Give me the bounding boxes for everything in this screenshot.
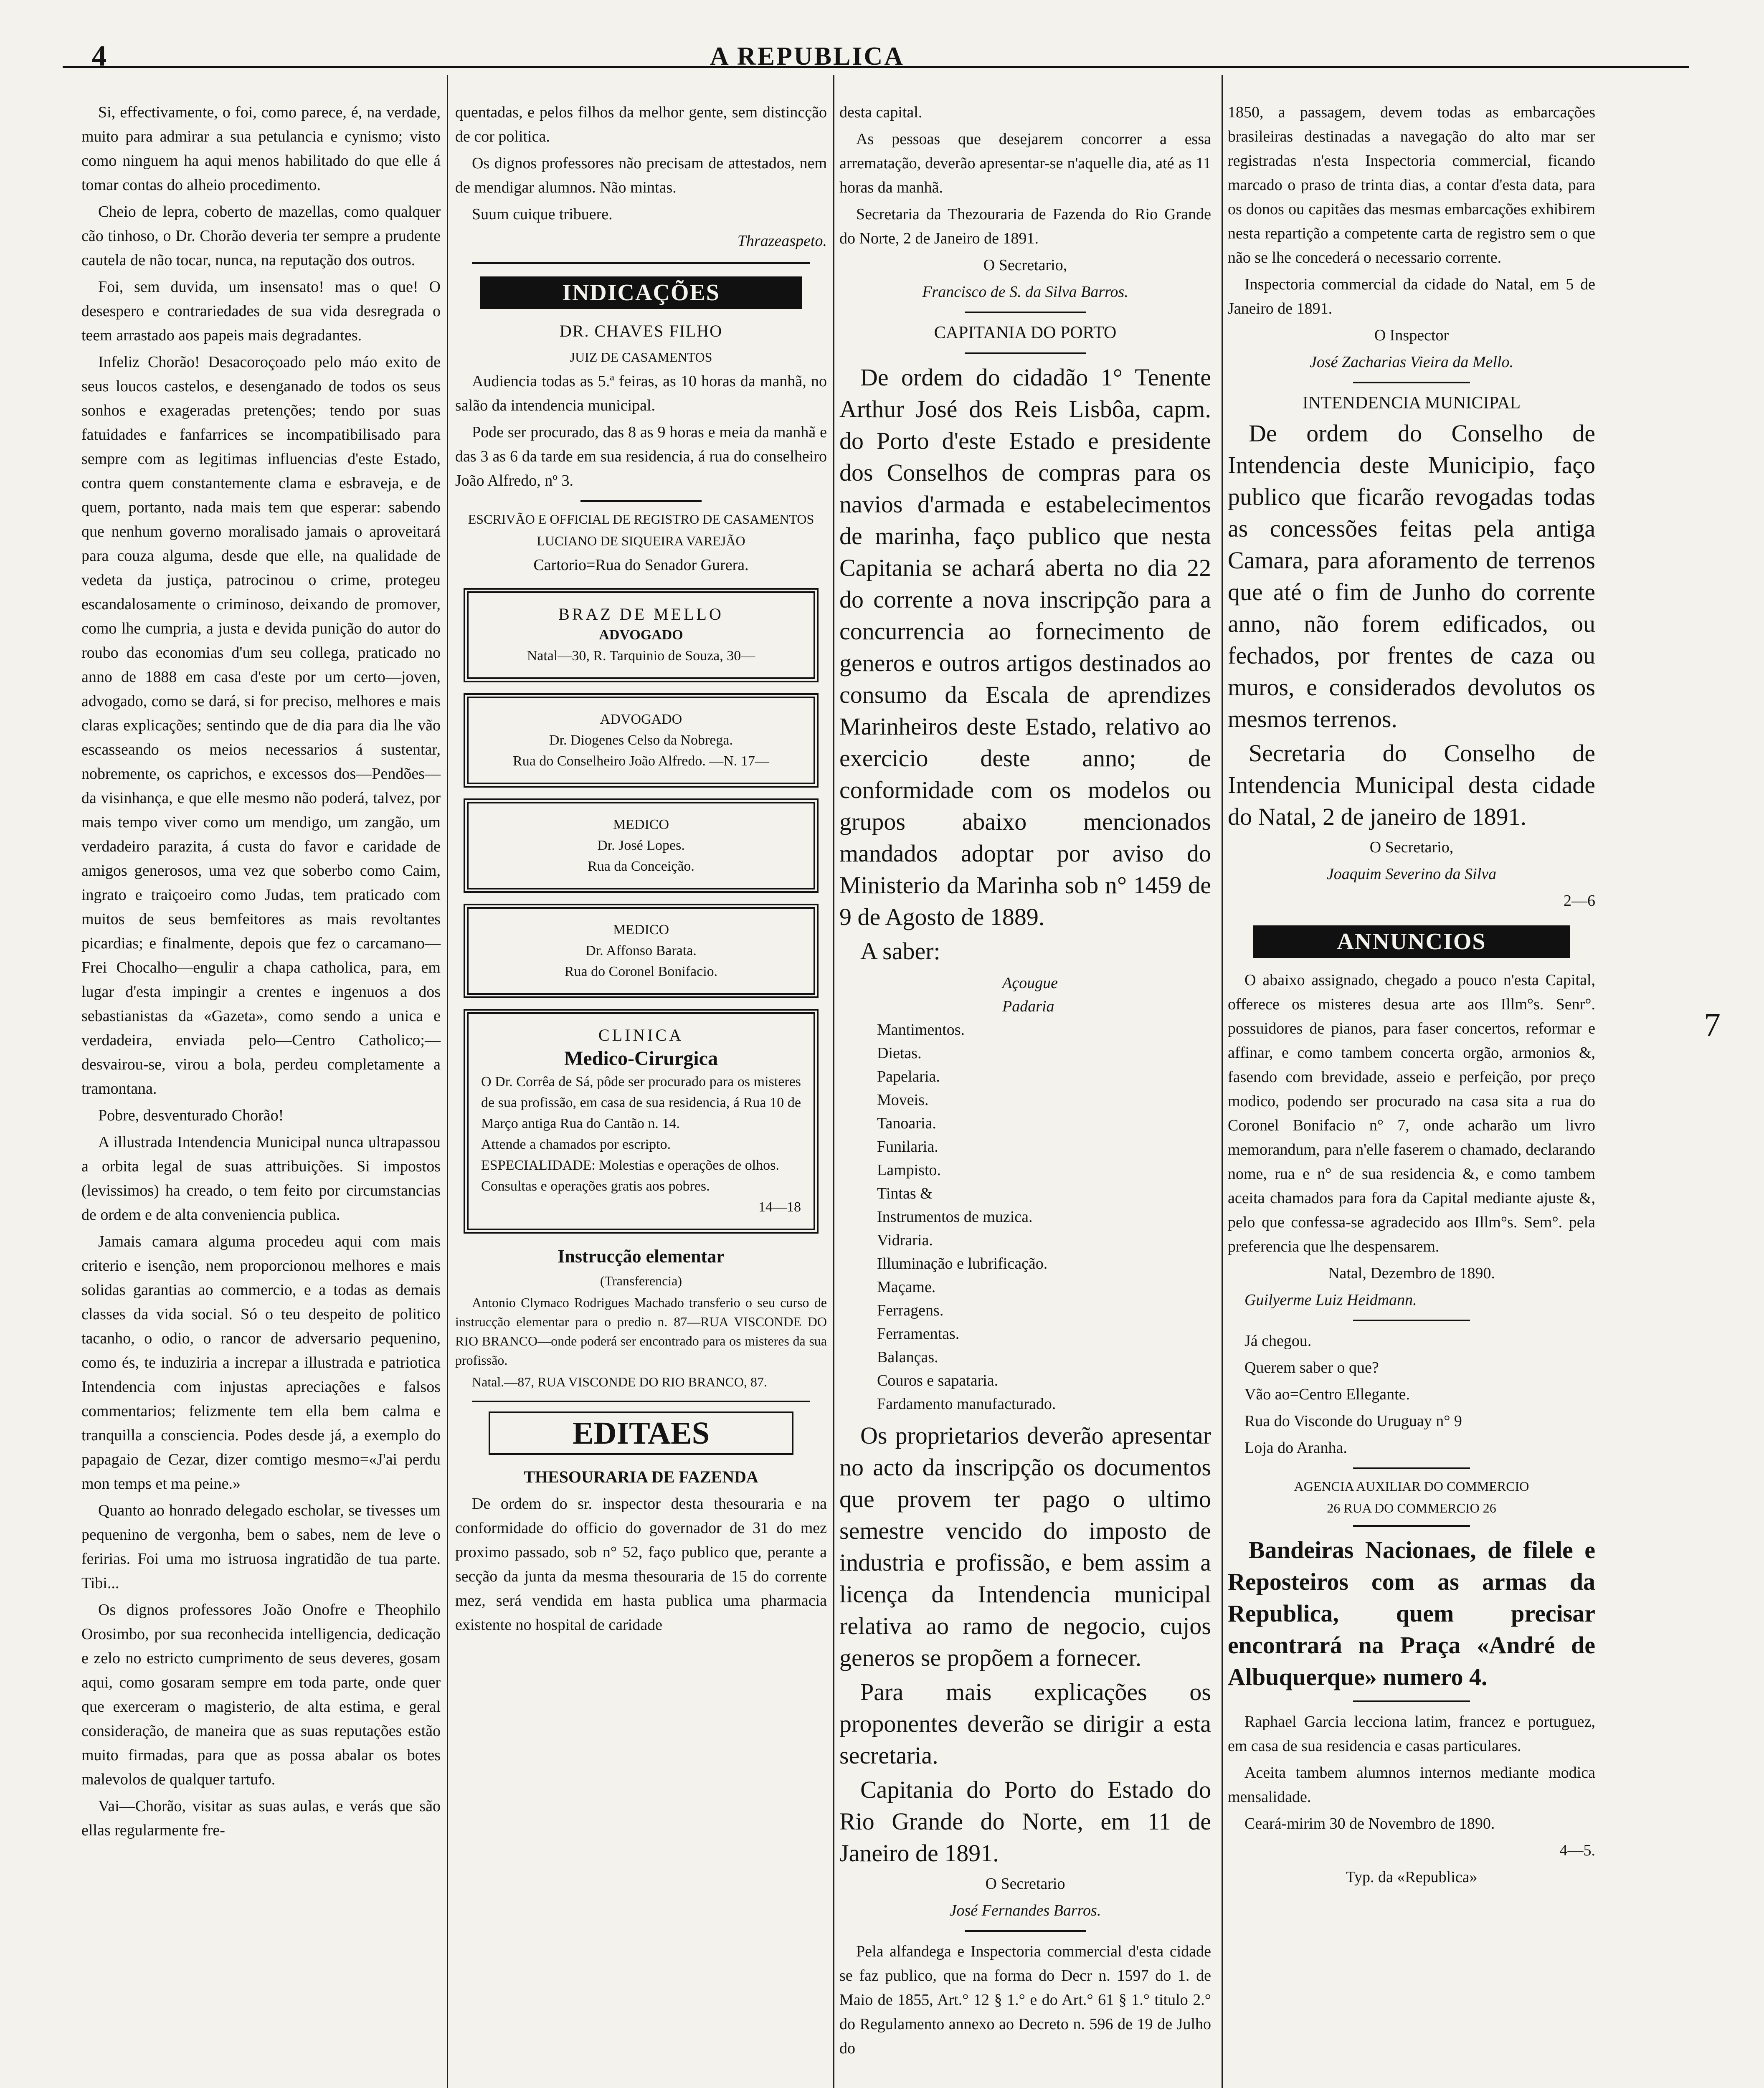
divider (965, 1930, 1086, 1932)
ad-box (464, 798, 819, 893)
list-item: Mantimentos. (877, 1021, 965, 1039)
paragraph: Cheio de lepra, coberto de mazellas, como qualquer cão tinhoso, o Dr. Chorão deveria ter sempre a prudente cautela de não tocar, nunca, na reputação dos outros. (81, 203, 441, 269)
notice-body (839, 362, 1211, 967)
paragraph: Secretaria da Thezouraria de Fazenda do Rio Grande do Norte, 2 de Janeiro de 1891. (839, 205, 1211, 247)
paragraph: Raphael Garcia lecciona latim, francez e portuguez, em casa de sua residencia e casas particulares. (1228, 1713, 1595, 1755)
paragraph: O abaixo assignado, chegado a pouco n'esta Capital, offerece os misteres desua arte aos Illm°s. Senr°. possuidores de pianos, para faser concertos, reformar e affinar, e como tambem concerta orgão, armonios &, fasendo com brevidade, asseio e perfeição, por preço modico, podendo ser procurado na casa sita a rua do Coronel Bonifacio n° 7, onde acharão um livro memorandum, para n'elle faserem o chamado, declarando nome, rua e n° de sua residencia &, e como tambem aceita chamados para fora da Capital mediante ajuste &, pelo que confessa-se agradecido aos Illm°s. Sem°. pela preferencia que lhe despensarem. (1228, 971, 1595, 1255)
supply-list (877, 971, 1211, 1416)
list-item: Couros e sapataria. (877, 1372, 999, 1389)
list-item: Açougue (1002, 974, 1058, 992)
paragraph: As pessoas que desejarem concorrer a essa arrematação, deverão apresentar-se n'aquelle dia, até as 11 horas da manhã. (839, 130, 1211, 196)
page-number: 4 (92, 40, 106, 72)
divider (1353, 1320, 1470, 1321)
list-item: Vidraria. (877, 1232, 933, 1249)
signer-name: Francisco de S. da Silva Barros. (922, 283, 1128, 301)
paragraph: Quanto ao honrado delegado escholar, se tivesses um pequenino de vergonha, bem o sabes, nem de leve o feririas. Foi uma mo istruosa ingratidão de tua parte. Tibi... (81, 1502, 441, 1592)
notice-title: AGENCIA AUXILIAR DO COMMERCIO (1294, 1479, 1529, 1494)
paragraph: Ceará-mirim 30 de Novembro de 1890. (1244, 1815, 1495, 1832)
ad-address: Natal—30, R. Tarquinio de Souza, 30— (527, 648, 755, 664)
list-item: Lampisto. (877, 1161, 941, 1179)
paragraph: Audiencia todas as 5.ª feiras, as 10 horas da manhã, no salão da intendencia municipal. (455, 372, 827, 414)
divider (1353, 1700, 1470, 1702)
notice-subtitle: (Transferencia) (600, 1273, 682, 1288)
list-item: Maçame. (877, 1278, 936, 1296)
paragraph: Si, effectivamente, o foi, como parece, é, na verdade, muito para admirar a sua petulancia e cynismo; visto como ninguem ha aqui menos habilitado do que elle á tomar contas do alheio procedimento. (81, 104, 441, 194)
column-2 (455, 100, 827, 1639)
ad-subtitle: Medico-Cirurgica (564, 1047, 718, 1069)
ad-role: ADVOGADO (599, 627, 683, 643)
signer-title: O Secretario (985, 1875, 1065, 1893)
list-item: Fardamento manufacturado. (877, 1395, 1056, 1413)
column-divider (1222, 75, 1223, 2088)
signer-name: José Zacharias Vieira da Mello. (1310, 353, 1513, 371)
ad-box (464, 904, 819, 998)
section-heading-annuncios: ANNUNCIOS (1253, 925, 1570, 958)
list-item: Moveis. (877, 1091, 929, 1109)
paragraph: Aceita tambem alumnos internos mediante modica mensalidade. (1228, 1764, 1595, 1806)
ad-title: CLINICA (598, 1026, 684, 1044)
paragraph: 1850, a passagem, devem todas as embarcações brasileiras destinadas a navegação do alto mar ser registradas n'esta Inspectoria commercial, ficando marcado o praso de trinta dias, a contar d'esta data, para os donos ou capitães das mesmas embarcações exhibirem nesta repartição a competente carta de registro sem o que não se lhe concederá o necessario corrente. (1228, 104, 1595, 266)
divider (472, 262, 810, 264)
signer-name: José Fernandes Barros. (949, 1902, 1101, 1919)
paragraph: Pobre, desventurado Chorão! (98, 1107, 284, 1124)
notice-address: 26 RUA DO COMMERCIO 26 (1327, 1500, 1496, 1515)
masthead: A REPUBLICA (710, 42, 905, 71)
notice-role: JUIZ DE CASAMENTOS (570, 350, 712, 365)
paragraph: Antonio Clymaco Rodrigues Machado transferio o seu curso de instrucção elementar para o predio n. 87—RUA VISCONDE DO RIO BRANCO—onde poderá ser encontrado para os misteres da sua profissão. (455, 1295, 827, 1368)
notice-title: THESOURARIA DE FAZENDA (524, 1467, 758, 1486)
section-heading-indicacoes: INDICAÇÕES (480, 276, 802, 309)
ad-role: MEDICO (613, 922, 669, 938)
signer-title: O Secretario, (1369, 839, 1454, 856)
ad-box (464, 693, 819, 788)
ad-text: Consultas e operações gratis aos pobres. (481, 1178, 710, 1194)
paragraph: quentadas, e pelos filhos da melhor gente, sem distincção de cor politica. (455, 104, 827, 145)
notice-body (1228, 418, 1595, 833)
column-divider (833, 75, 834, 2088)
paragraph: A illustrada Intendencia Municipal nunca ultrapassou a orbita legal de suas attribuições. Si impostos (levissimos) ha creado, o tem feito por circumstancias de ordem e de alta conveniencia publica. (81, 1133, 441, 1224)
ad-line: Vão ao=Centro Ellegante. (1244, 1386, 1410, 1403)
paragraph: desta capital. (839, 104, 923, 121)
paragraph: Foi, sem duvida, um insensato! mas o que! O desespero e contrariedades de sua vida desregrada o teem arrastado aos papeis mais degradantes. (81, 278, 441, 344)
divider (965, 312, 1086, 313)
paragraph: Inspectoria commercial da cidade do Natal, em 5 de Janeiro de 1891. (1228, 276, 1595, 317)
ad-number: 4—5. (1559, 1842, 1595, 1859)
paragraph: De ordem do cidadão 1° Tenente Arthur José dos Reis Lisbôa, capm. do Porto d'este Estado e presidente dos Conselhos de compras para os navios d'armada e estabelecimentos de marinha, faço publico que nesta Capitania se achará aberta no dia 22 do corrente a nova inscripção para a concurrencia ao fornecimento de generos e outros artigos destinados ao consumo da Escala de aprendizes Marinheiros deste Estado, relativo ao exercicio deste anno; de conformidade com os modelos ou grupos abaixo mencionados mandados adoptar por aviso do Ministerio da Marinha sob n° 1459 de 9 de Agosto de 1889. (839, 364, 1211, 930)
section-heading-editaes: EDITAES (489, 1411, 793, 1455)
notice-title: CAPITANIA DO PORTO (934, 323, 1117, 342)
ad-line: Rua do Visconde do Uruguay n° 9 (1244, 1412, 1462, 1430)
signer-name: Joaquim Severino da Silva (1326, 865, 1497, 883)
list-item: Papelaria. (877, 1068, 940, 1085)
paragraph: Natal.—87, RUA VISCONDE DO RIO BRANCO, 87. (472, 1374, 767, 1389)
ad-line: Já chegou. (1244, 1332, 1312, 1350)
divider (1353, 1525, 1470, 1527)
ad-address: Rua do Conselheiro João Alfredo. —N. 17— (513, 753, 769, 769)
ad-number: 14—18 (758, 1199, 801, 1215)
ad-text: Attende a chamados por escripto. (481, 1137, 671, 1152)
paragraph: Secretaria do Conselho de Intendencia Municipal desta cidade do Natal, 2 de janeiro de 1891. (1228, 740, 1595, 830)
list-item: Funilaria. (877, 1138, 938, 1155)
paragraph: Capitania do Porto do Estado do Rio Grande do Norte, em 11 de Janeiro de 1891. (839, 1776, 1211, 1867)
ad-name: BRAZ DE MELLO (558, 605, 724, 623)
list-item: Padaria (1002, 998, 1054, 1015)
ad-address: Rua da Conceição. (588, 859, 694, 874)
ad-role: ADVOGADO (600, 712, 682, 727)
ad-box (464, 1009, 819, 1234)
paragraph: Os proprietarios deverão apresentar no acto da inscripção os documentos que provem ter pago o ultimo semestre vencido do imposto de industria e profissão, e bem assim a licença da Intendencia municipal relativa ao ramo de negocio, cujos generos se propõem a fornecer. (839, 1422, 1211, 1671)
list-item: Instrumentos de muzica. (877, 1208, 1033, 1226)
notice-title: INTENDENCIA MUNICIPAL (1302, 393, 1521, 413)
ad-address: Rua do Coronel Bonifacio. (564, 964, 718, 979)
divider (1353, 382, 1470, 383)
header-rule (63, 66, 1689, 68)
divider (472, 1401, 810, 1402)
list-item: Tanoaria. (877, 1115, 936, 1132)
signer-title: O Secretario, (983, 256, 1067, 274)
paragraph: Infeliz Chorão! Desacoroçoado pelo máo exito de seus loucos castelos, e desenganado de todos os seus sonhos e exageradas pretenções; tendo por suas fatuidades e fanfarrices se incompatibilisado para sempre com as legitimas influencias d'este Estado, contra quem constantemente clama e esbraveja, e de quem, portanto, nada mais tem que esperar: sabendo que nenhum governo moralisado jamais o aproveitará para couza alguma, desde que elle, na qualidade de vedeta da justiça, patrocinou o crime, protegeu escandalosamente o criminoso, deixando de promover, como lhe cumpria, a justa e devida punição do autor do roubo das economias d'um seu collega, praticado no anno de 1888 em casa d'este por um certo—joven, advogado, como se dará, si for preciso, melhores e mais claras explicações; sentindo que de dia para dia lhe vão escasseando os meios necessarios á sustentar, nobremente, os caprichos, e excessos dos—Pendões—da visinhança, e que elle mesmo não poderá, talvez, por mais tempo viver como um mendigo, um zangão, um verdadeiro parazita, á custa do favor e caridade de amigos generosos, uma vez que soberbo como Caim, ingrato e traiçoeiro como Judas, tem praticado com muitos de seus bemfeitores as mais revoltantes picardias; e finalmente, depois que fez o carcamano—Frei Chocalho—engulir a chapa catholica, para, em lugar d'esta impingir a crentes e ingenuos a dos sebastianistas da «Gazeta», como sendo a unica e verdadeira, enviada pelo—Centro Catholico;—desvairou-se, virou a bola, perdeu completamente a tramontana. (81, 353, 441, 1097)
ad-signature: Guilyerme Luiz Heidmann. (1244, 1291, 1417, 1309)
paragraph: Pela alfandega e Inspectoria commercial d'esta cidade se faz publico, que na forma do Decr n. 1597 do 1. de Maio de 1855, Art.° 12 § 1.° e do Art.° 61 § 1.° titulo 2.° do Regulamento annexo ao Decreto n. 596 de 19 de Julho do (839, 1943, 1211, 2057)
notice-body (1228, 1534, 1595, 1693)
ad-text: O Dr. Corrêa de Sá, pôde ser procurado para os misteres de sua profissão, em casa de sua residencia, á Rua 10 de Março antiga Rua do Cantão n. 14. (481, 1074, 801, 1131)
signature: Thrazeaspeto. (737, 232, 827, 250)
notice-body (839, 1420, 1211, 1869)
paragraph: De ordem do Conselho de Intendencia deste Municipio, faço publico que ficarão revogadas todas as concessões feitas pela antiga Camara, para aforamento de terrenos que até o fim de Junho do corrente anno, não forem edificados, ou fechados, por frentes de caza ou muros, e considerados devolutos os mesmos terrenos. (1228, 420, 1595, 732)
paragraph: Bandeiras Nacionaes, de filele e Reposteiros com as armas da Republica, quem precisar encontrará na Praça «André de Albuquerque» numero 4. (1228, 1536, 1595, 1690)
list-item: Dietas. (877, 1044, 922, 1062)
paragraph: Os dignos professores não precisam de attestados, nem de mendigar alumnos. Não mintas. (455, 155, 827, 196)
notice-address: Cartorio=Rua do Senador Gurera. (533, 556, 749, 574)
paragraph: A saber: (860, 938, 940, 965)
divider (965, 352, 1086, 354)
ad-name: Dr. José Lopes. (597, 838, 685, 853)
column-3 (839, 100, 1211, 2063)
column-4 (1228, 100, 1595, 1892)
paragraph: Os dignos professores João Onofre e Theophilo Orosimbo, por sua reconhecida intelligencia, dedicação e zelo no estricto cumprimento de seus deveres, gosam aqui, como gosaram sempre em toda parte, onde quer que exerceram o magisterio, de alta estima, e geral consideração, de maneira que as suas reputações estão muito firmadas, para que as possa abalar os botes malevolos de qualquer tartufo. (81, 1601, 441, 1788)
notice-title: ESCRIVÃO E OFFICIAL DE REGISTRO DE CASAMENTOS (468, 512, 814, 527)
paragraph: Suum cuique tribuere. (472, 205, 613, 223)
notice-title: Instrucção elementar (558, 1246, 725, 1267)
notice-number: 2—6 (1564, 892, 1595, 910)
divider (1353, 1467, 1470, 1469)
margin-mark: 7 (1704, 1007, 1721, 1044)
paragraph: Para mais explicações os proponentes deverão se dirigir a esta secretaria. (839, 1678, 1211, 1769)
paragraph: Vai—Chorão, visitar as suas aulas, e verás que são ellas regularmente fre- (81, 1797, 441, 1839)
paragraph: De ordem do sr. inspector desta thesouraria e na conformidade do officio do governador de 31 do mez proximo passado, sob n° 52, faço publico que, perante a secção da junta da mesma thesouraria de 15 do corrente mez, será vendida em hasta publica uma pharmacia existente no hospital de caridade (455, 1495, 827, 1634)
paragraph: Jamais camara alguma procedeu aqui com mais criterio e isenção, nem proporcionou melhores e mais solidas garantias ao commercio, e a todas as demais classes da vida social. Só o teu despeito de politico tacanho, o odio, o rancor de adversario pequenino, como és, te induziria a increpar a illustrada e patriotica Intendencia com injustas apreciações e falsos commentarios; felizmente tem ella bem calma e tranquilla a consciencia. Podes desde já, a exemplo do papagaio de Cezar, dizer comtigo mesmo=«J'ai perdu mon temps et ma peine.» (81, 1233, 441, 1493)
ad-date: Natal, Dezembro de 1890. (1328, 1264, 1495, 1282)
notice-name: LUCIANO DE SIQUEIRA VAREJÃO (537, 533, 745, 548)
column-1 (81, 100, 441, 1845)
printer-line: Typ. da «Republica» (1346, 1868, 1478, 1886)
list-item: Tintas & (877, 1185, 933, 1202)
list-item: Ferragens. (877, 1302, 944, 1319)
ad-role: MEDICO (613, 817, 669, 832)
signer-title: O Inspector (1374, 327, 1449, 344)
column-divider (447, 75, 448, 2088)
paragraph: Pode ser procurado, das 8 as 9 horas e meia da manhã e das 3 as 6 da tarde em sua residencia, á rua do conselheiro João Alfredo, nº 3. (455, 423, 827, 489)
ad-line: Querem saber o que? (1244, 1359, 1379, 1376)
list-item: Illuminação e lubrificação. (877, 1255, 1048, 1272)
notice-name: DR. CHAVES FILHO (559, 322, 723, 340)
list-item: Ferramentas. (877, 1325, 960, 1343)
ad-name: Dr. Affonso Barata. (585, 943, 697, 958)
ad-name: Dr. Diogenes Celso da Nobrega. (549, 732, 733, 748)
ad-line: Loja do Aranha. (1244, 1439, 1347, 1457)
divider (580, 500, 702, 502)
ad-box (464, 588, 819, 682)
list-item: Balanças. (877, 1348, 938, 1366)
ad-text: ESPECIALIDADE: Molestias e operações de olhos. (481, 1158, 779, 1173)
